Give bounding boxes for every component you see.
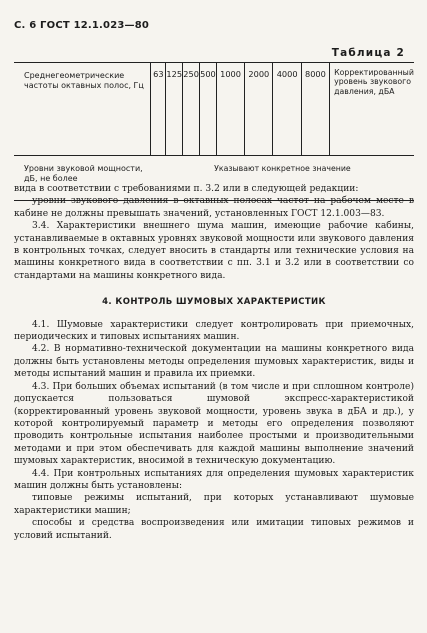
freq-cell: 125 xyxy=(166,63,183,156)
freq-cell: 63 xyxy=(151,63,166,156)
frequency-row xyxy=(14,63,414,156)
paragraph-4-1: 4.1. Шумовые характеристики следует контролировать при приемочных, периодических и типовых испытаниях машин. xyxy=(14,319,414,343)
paragraph-4-3: 4.3. При больших объемах испытаний (в том числе и при сплошном контроле) допускается пользоваться шумовой экспресс-характеристикой (корректированный уровень звуковой мощности, уровень звука в дБА и др.), у которой контролируемый параметр и методы его определения позволяют проводить контрольные испытания наиболее простыми и производительными методами и при этом обеспечивать для каждой машины выполнение значений шумовых характеристик, вносимой в техническую документацию. xyxy=(14,381,414,467)
paragraph-4-2: 4.2. В нормативно-технической документации на машины конкретного вида должны быть установлены методы определения шумовых характеристик, виды и методы испытаний машин и правила их приемки. xyxy=(14,344,414,380)
power-level-note: Указывают конкретное значение xyxy=(151,156,414,201)
corrected-level-label: Корректированный уровень звукового давления, дБА xyxy=(330,63,414,156)
section-4-title: 4. КОНТРОЛЬ ШУМОВЫХ ХАРАКТЕРИСТИК xyxy=(102,297,326,308)
paragraph-4-4-b: способы и средства воспроизведения или имитации типовых режимов и условий испытаний. xyxy=(14,518,414,541)
frequency-label: Среднегеометрические частоты октавных полос, Гц xyxy=(14,63,151,156)
freq-cell: 1000 xyxy=(216,63,244,156)
freq-cell: 2000 xyxy=(245,63,273,156)
table-title: Таблица 2 xyxy=(331,47,405,59)
page-header: С. 6 ГОСТ 12.1.023—80 xyxy=(14,20,150,31)
freq-cell: 8000 xyxy=(301,63,329,156)
paragraph: вида в соответствии с требованиями п. 3.2 или в следующей редакции: xyxy=(14,184,359,194)
freq-cell: 500 xyxy=(200,63,217,156)
freq-cell: 250 xyxy=(183,63,200,156)
paragraph-4-4: 4.4. При контрольных испытаниях для определения шумовых характеристик машин должны быть установлены: xyxy=(14,468,414,491)
paragraph-4-4-a: типовые режимы испытаний, при которых устанавливают шумовые характеристики машин; xyxy=(14,493,414,516)
power-level-label: Уровни звуковой мощности, дБ, не более xyxy=(14,156,151,201)
paragraph-3-4: 3.4. Характеристики внешнего шума машин, имеющие рабочие кабины, устанавливаемые в октавных уровнях звуковой мощности или звукового давления в контрольных точках, следует вносить в стандарты или технические условия на машины конкретного вида в соответствии с пп. 3.1 и 3.2 или в соответствии со стандартами на машины конкретного вида. xyxy=(14,221,414,281)
noise-table xyxy=(14,62,414,201)
freq-cell: 4000 xyxy=(273,63,301,156)
paragraph: уровни звукового давления в октавных полосах частот на рабочем месте в кабине не должны превышать значений, установленных ГОСТ 12.1.003—83. xyxy=(14,196,414,219)
body-text xyxy=(14,183,414,542)
table-2 xyxy=(14,62,414,201)
